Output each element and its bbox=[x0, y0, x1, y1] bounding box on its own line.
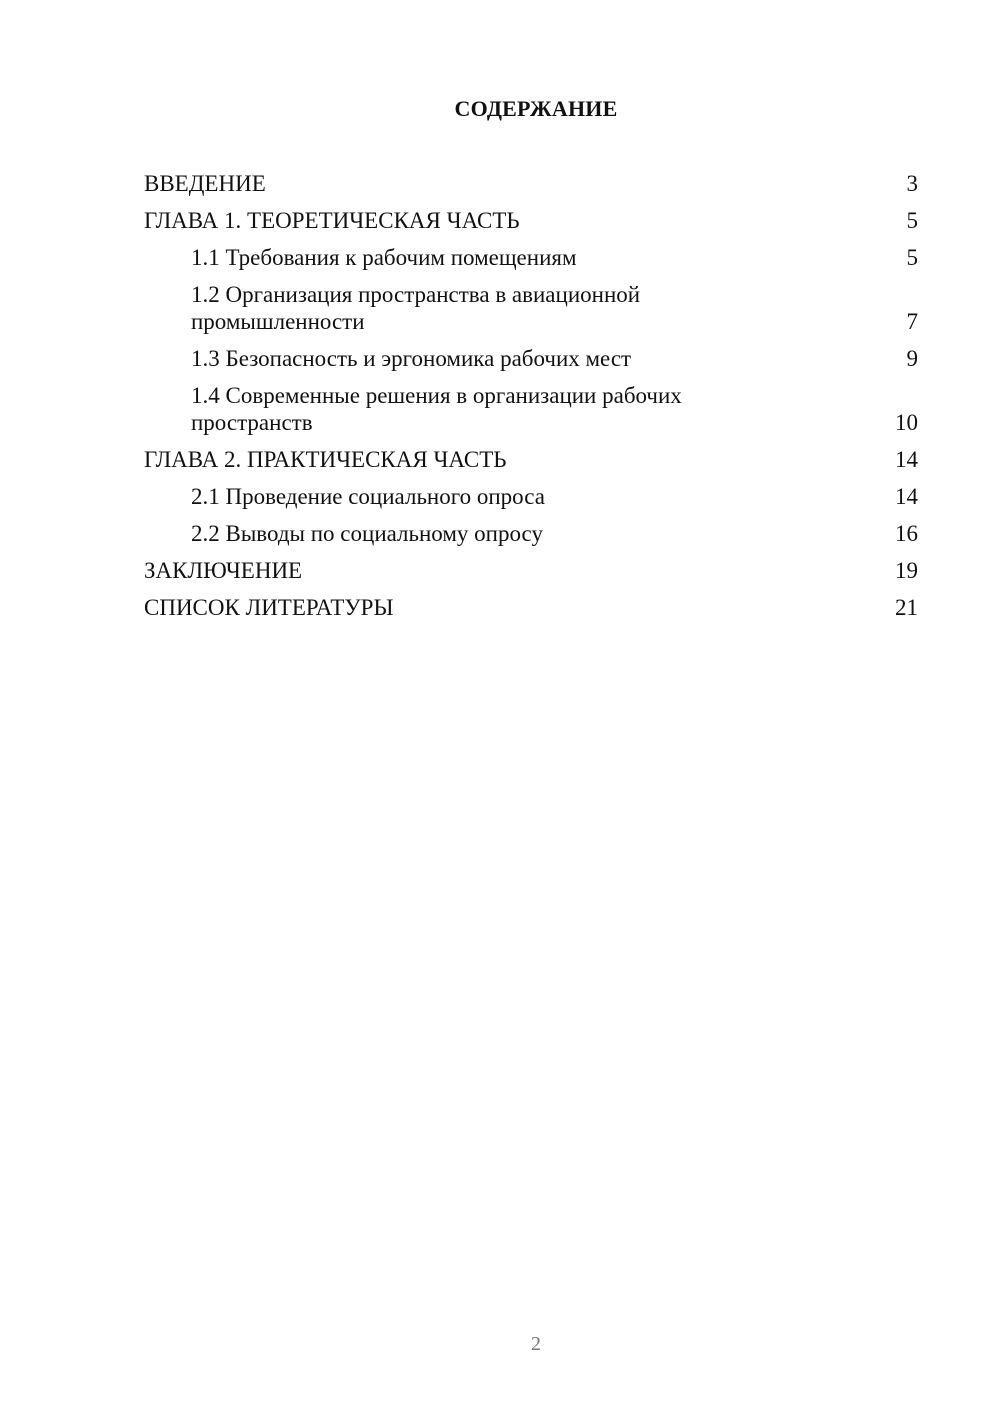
toc-entry-introduction[interactable] bbox=[144, 170, 918, 197]
toc-entry-references[interactable] bbox=[144, 594, 918, 621]
toc-entry-page: 14 bbox=[895, 484, 918, 509]
toc-entry-page: 5 bbox=[906, 208, 918, 233]
toc-entry-title: ГЛАВА 1. ТЕОРЕТИЧЕСКАЯ ЧАСТЬ bbox=[144, 208, 520, 233]
toc-entry-section-1-4[interactable] bbox=[144, 382, 918, 436]
toc-entry-title: 1.1 Требования к рабочим помещениям bbox=[191, 245, 577, 270]
toc-entry-page: 7 bbox=[906, 309, 918, 334]
page-number: 2 bbox=[531, 1333, 541, 1355]
toc-entry-section-1-2[interactable] bbox=[144, 281, 918, 335]
toc-entry-section-1-3[interactable] bbox=[144, 345, 918, 372]
toc-entry-page: 19 bbox=[895, 558, 918, 583]
toc-entry-title: 1.3 Безопасность и эргономика рабочих мест bbox=[191, 346, 632, 371]
toc-entry-title: ГЛАВА 2. ПРАКТИЧЕСКАЯ ЧАСТЬ bbox=[144, 447, 507, 472]
toc-entry-page: 9 bbox=[906, 346, 918, 371]
toc-entry-title: ЗАКЛЮЧЕНИЕ bbox=[144, 558, 303, 583]
toc-entry-page: 21 bbox=[895, 595, 918, 620]
toc-entry-page: 14 bbox=[895, 447, 918, 472]
toc-entry-page: 3 bbox=[906, 171, 918, 196]
toc-entry-conclusion[interactable] bbox=[144, 557, 918, 584]
toc-entry-chapter-2[interactable] bbox=[144, 446, 918, 473]
toc-entry-title: СПИСОК ЛИТЕРАТУРЫ bbox=[144, 595, 394, 620]
table-of-contents bbox=[144, 170, 918, 631]
toc-entry-title: 1.2 Организация пространства в авиационной промышленности bbox=[191, 282, 641, 334]
toc-entry-page: 16 bbox=[895, 521, 918, 546]
toc-entry-title: ВВЕДЕНИЕ bbox=[144, 171, 266, 196]
page-title: СОДЕРЖАНИЕ bbox=[454, 96, 618, 121]
toc-entry-title: 2.1 Проведение социального опроса bbox=[191, 484, 545, 509]
toc-entry-page: 10 bbox=[895, 410, 918, 435]
toc-entry-section-1-1[interactable] bbox=[144, 244, 918, 271]
toc-entry-title: 1.4 Современные решения в организации рабочих пространств bbox=[191, 383, 682, 435]
toc-entry-section-2-1[interactable] bbox=[144, 483, 918, 510]
toc-entry-section-2-2[interactable] bbox=[144, 520, 918, 547]
toc-entry-page: 5 bbox=[906, 245, 918, 270]
toc-entry-chapter-1[interactable] bbox=[144, 207, 918, 234]
toc-entry-title: 2.2 Выводы по социальному опросу bbox=[191, 521, 543, 546]
